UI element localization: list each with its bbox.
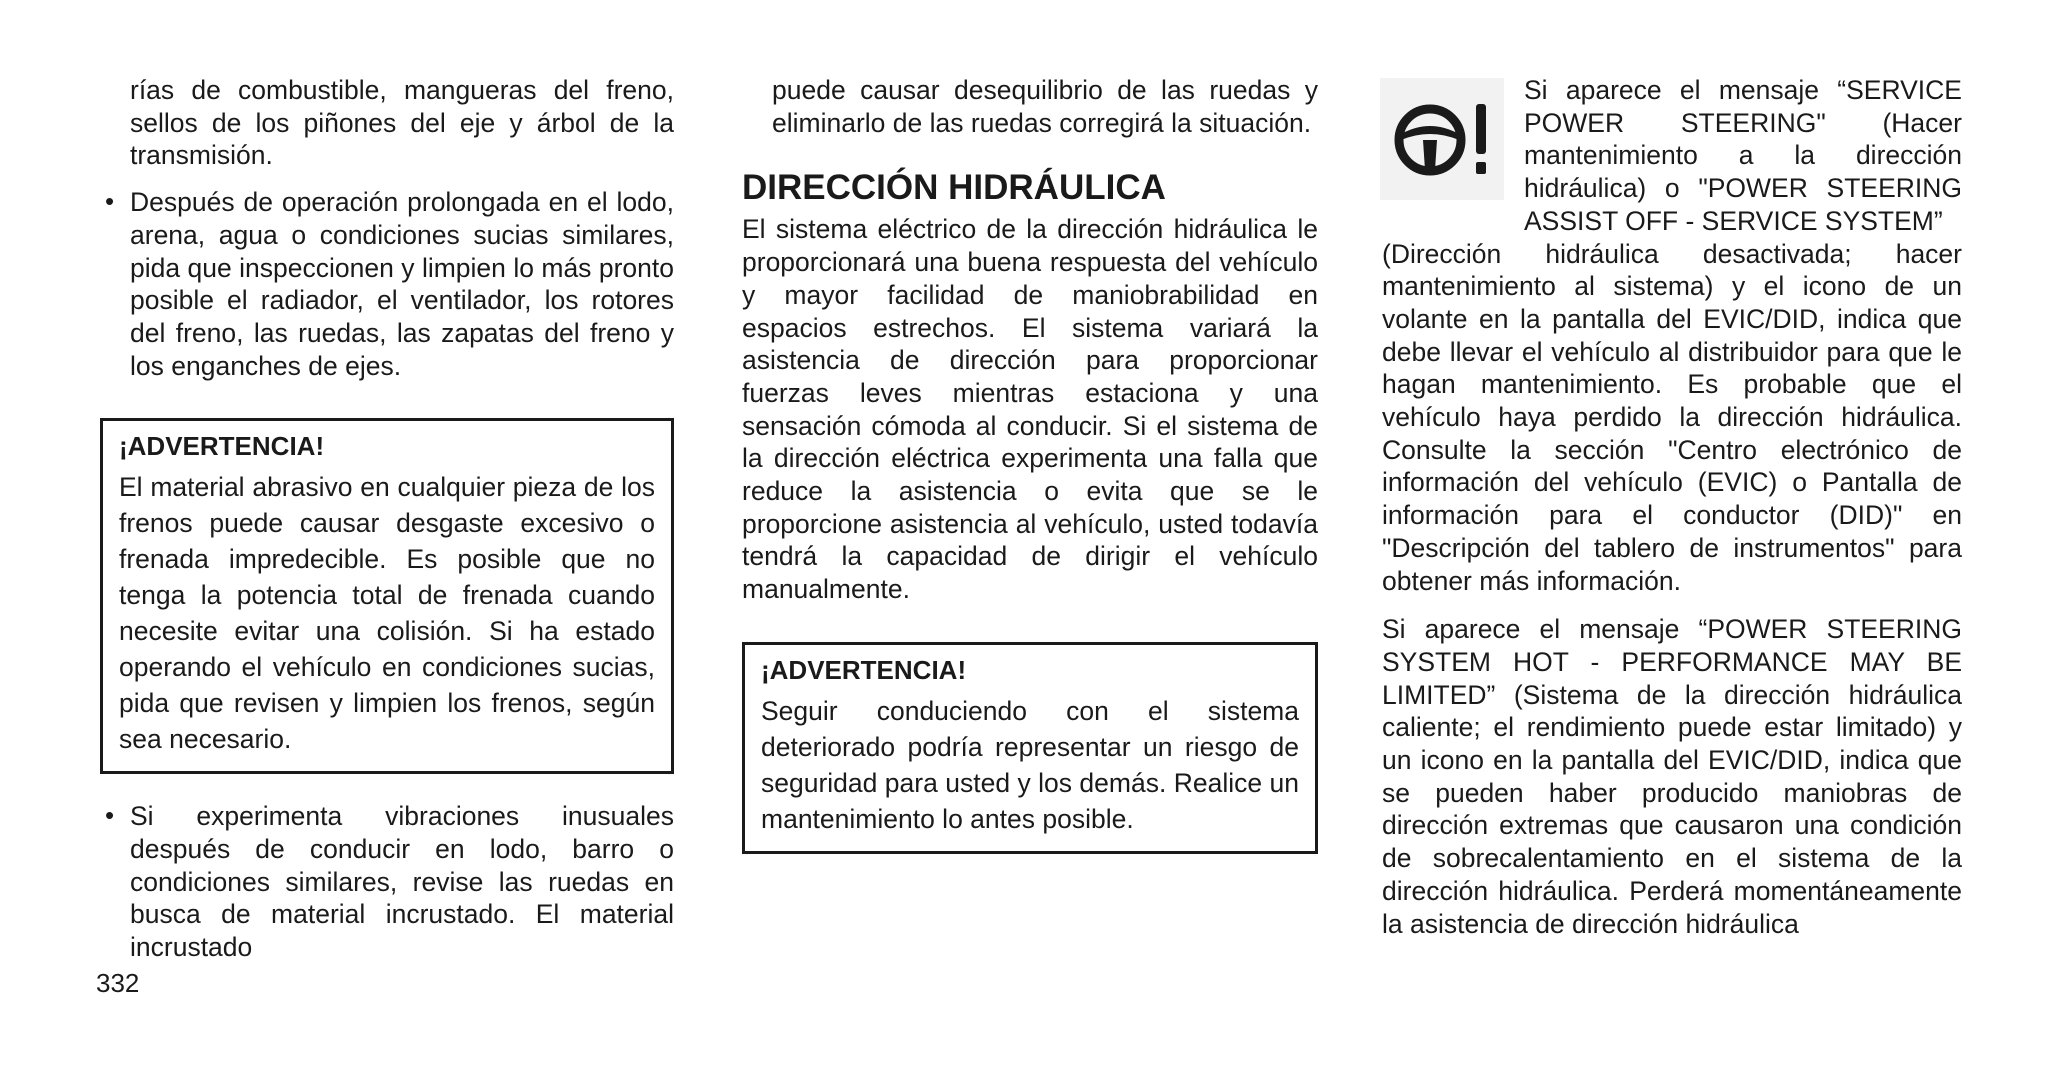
bullet-item	[100, 186, 674, 382]
message-paragraph-rest: (Dirección hidráulica desactivada; hacer mantenimiento al sistema) y el icono de un volante en la pantalla del EVIC/DID, indica que debe llevar el vehículo al distribuidor para que le hagan mantenimiento. Es probable que el vehículo haya perdido la dirección hidráulica. Consulte la sección "Centro electrónico de información del vehículo (EVIC) o Pantalla de información para el conductor (DID)" en "Descripción del tablero de instrumentos" para obtener más información.	[1382, 238, 1962, 596]
section-heading: DIRECCIÓN HIDRÁULICA	[742, 168, 1166, 208]
warning-box	[742, 642, 1318, 854]
warning-text: El material abrasivo en cualquier pieza de los frenos puede causar desgaste excesivo o frenada impredecible. Es posible que no tenga la potencia total de frenada cuando necesite evitar una colisión. Si ha estado operando el vehículo en condiciones sucias, pida que revisen y limpien los frenos, según sea necesario.	[119, 472, 655, 755]
warning-title: ¡ADVERTENCIA!	[761, 654, 967, 685]
warning-box	[100, 418, 674, 774]
section-paragraph: El sistema eléctrico de la dirección hidráulica le proporcionará una buena respuesta del vehículo y mayor facilidad de maniobrabilidad en espacios estrechos. El sistema variará la asistencia de dirección para proporcionar fuerzas leves mientras estaciona y una sensación cómoda al conducir. Si el sistema de la dirección eléctrica experimenta una falla que reduce la asistencia o evita que se le proporcione asistencia al vehículo, usted todavía tendrá la capacidad de dirigir el vehículo manualmente.	[742, 214, 1318, 605]
steering-wheel-warning-icon	[1374, 74, 1524, 204]
bullet-text: Si experimenta vibraciones inusuales después de conducir en lodo, barro o condiciones similares, revise las ruedas en busca de material incrustado. El material incrustado	[130, 801, 674, 963]
bullet-text: Después de operación prolongada en el lodo, arena, agua o condiciones sucias similares, pida que inspeccionen y limpien lo más pronto posible el radiador, el ventilador, los rotores del freno, las ruedas, las zapatas del freno y los enganches de ejes.	[130, 187, 674, 381]
message-paragraph: Si aparece el mensaje “POWER STEERING SYSTEM HOT - PERFORMANCE MAY BE LIMITED” (Sistema de la dirección hidráulica caliente; el rendimiento puede estar limitado) y un icono en la pantalla del EVIC/DID, indica que se pueden haber producido maniobras de dirección extremas que causaron una condición de sobrecalentamiento en el sistema de la dirección hidráulica. Perderá momentáneamente la asistencia de dirección hidráulica	[1382, 614, 1962, 939]
bullet-icon: •	[105, 800, 115, 831]
page-number: 332	[96, 968, 140, 998]
bullet-item	[100, 800, 674, 964]
icon-paragraph-row	[1382, 74, 1962, 238]
column-left	[100, 74, 674, 964]
message-paragraph-top: Si aparece el mensaje “SERVICE POWER STEERING" (Hacer mantenimiento a la dirección hidráulica) o "POWER STEERING ASSIST OFF - SERVICE SYSTEM”	[1524, 75, 1962, 236]
warning-text: Seguir conduciendo con el sistema deteriorado podría representar un riesgo de seguridad para usted y los demás. Realice un mantenimiento lo antes posible.	[761, 695, 1299, 834]
column-middle	[742, 74, 1318, 854]
bullet-icon: •	[105, 186, 115, 217]
continued-paragraph: puede causar desequilibrio de las ruedas y eliminarlo de las ruedas corregirá la situación.	[772, 75, 1318, 138]
column-right	[1382, 74, 1962, 940]
continued-paragraph: rías de combustible, mangueras del freno, sellos de los piñones del eje y árbol de la transmisión.	[130, 75, 674, 171]
warning-title: ¡ADVERTENCIA!	[119, 431, 325, 462]
